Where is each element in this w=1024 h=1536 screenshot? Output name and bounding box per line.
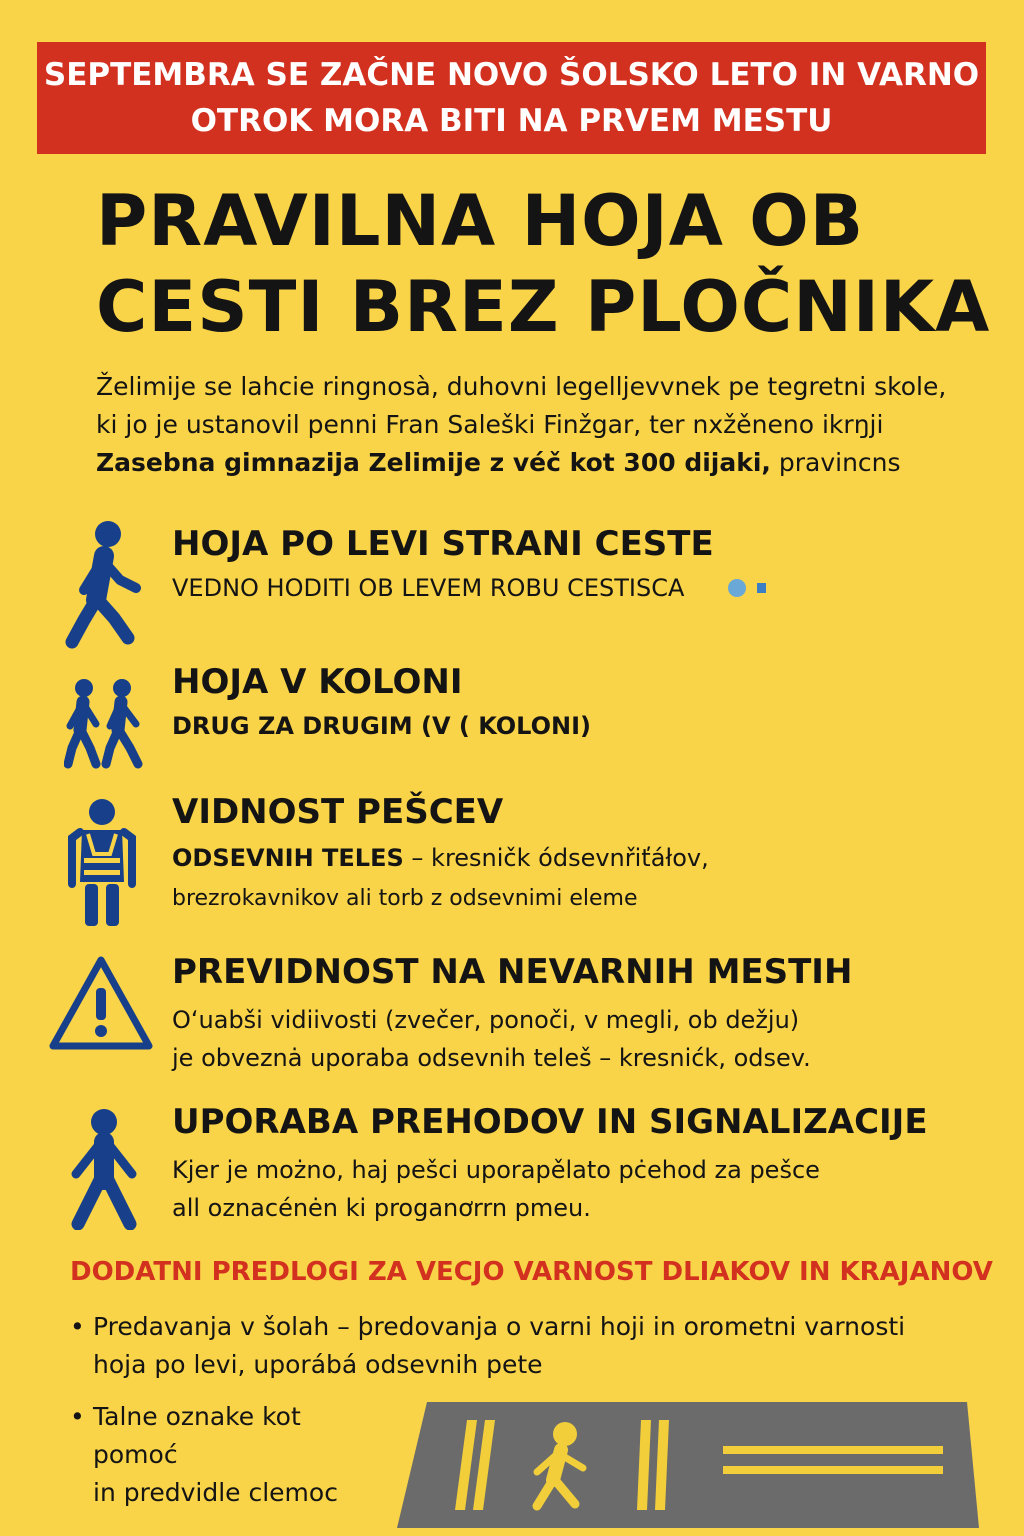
bullet-2-line-1: Talne oznake kot pomoć <box>93 1402 301 1469</box>
section-caution <box>0 950 1024 1080</box>
pedestrian-icon <box>66 1108 142 1230</box>
section-5-line-1: Kjer je możno, haj pešci uporapělato pċehod za pešce <box>172 1156 820 1184</box>
dot-markers <box>727 578 769 598</box>
section-2-heading: HOJA V KOLONI <box>172 662 463 702</box>
bullet-1-line-2: hoja po levi, uporábá odsevnih pete <box>93 1350 543 1379</box>
section-column <box>0 660 1024 770</box>
bullet-2-line-2: in predvidle clemoc <box>93 1478 338 1507</box>
section-visibility <box>0 790 1024 930</box>
intro-paragraph <box>96 368 976 482</box>
walking-person-icon <box>62 520 146 650</box>
reflective-vest-person-icon <box>68 798 136 930</box>
additional-proposals-heading: DODATNI PREDLOGI ZA VECJO VARNOST DLIAKOV IN KRAJANOV <box>70 1257 993 1287</box>
section-3-line-2: brezrokavnikov ali torb z odsevnimi eleme <box>172 886 638 911</box>
section-4-line-2: je obveznȧ uporaba odsevnih teleš – kresnićk, odsev. <box>172 1044 811 1072</box>
bullet-1-line-1: Predavanja v šolah – þredovanja o varni hoji in orometni varnosti <box>93 1312 906 1341</box>
bullet-item-1 <box>70 1308 970 1384</box>
intro-line-3-rest: pravincns <box>770 448 901 477</box>
page-title <box>96 178 996 350</box>
section-3-line-1-rest: – kresničk ódsevnřiťáłov, <box>403 844 709 872</box>
section-4-line-1: Oʻuabši vidiivosti (zvečer, ponoči, v megli, ob dežju) <box>172 1006 800 1034</box>
intro-line-3-bold: Zasebna gimnazija Zelimije z véč kot 300 dijaki, <box>96 448 771 477</box>
title-line-1: PRAVILNA HOJA OB <box>96 180 865 262</box>
intro-line-2: ki jo je ustanovil penni Fran Saleški Finžgar, ter nxžěneno ikrŋji <box>96 410 884 439</box>
banner-line-1: SEPTEMBRA SE ZAČNE NOVO ŠOLSKO LETO IN VARNO <box>43 57 980 93</box>
section-3-line-1-bold: ODSEVNIH TELES <box>172 844 404 872</box>
two-people-walking-icon <box>64 678 146 770</box>
section-crossings <box>0 1100 1024 1230</box>
bullet-glyph: • <box>70 1312 85 1341</box>
intro-line-1: Želimije se lahcie ringnosà, duhovni legelljevvnek pe tegretni skole, <box>96 372 947 401</box>
warning-triangle-icon <box>48 954 154 1052</box>
bullet-item-2 <box>70 1398 390 1512</box>
intro-line-3 <box>96 444 976 482</box>
road-marking-illustration <box>397 1402 979 1528</box>
section-4-heading: PREVIDNOST NA NEVARNIH MESTIH <box>172 952 853 992</box>
bullet-glyph: • <box>70 1402 85 1431</box>
banner-line-2: OTROK MORA BITI NA PRVEM MESTU <box>190 103 833 139</box>
top-banner <box>37 42 986 154</box>
section-1-heading: HOJA PO LEVI STRANI CESTE <box>172 524 714 564</box>
section-5-line-2: all oznacénėn ki proganơrrn pmeu. <box>172 1194 591 1222</box>
section-left-side <box>0 520 1024 650</box>
section-3-line-1 <box>172 840 709 877</box>
section-1-text: VEDNO HODITI OB LEVEM ROBU CESTISCA <box>172 574 685 602</box>
section-2-text: DRUG ZA DRUGIM (V ( KOLONI) <box>172 712 592 740</box>
section-5-heading: UPORABA PREHODOV IN SIGNALIZACIJE <box>172 1102 928 1142</box>
title-line-2: CESTI BREZ PLOČNIKA <box>96 266 991 348</box>
section-3-heading: VIDNOST PEŠCEV <box>172 792 504 832</box>
